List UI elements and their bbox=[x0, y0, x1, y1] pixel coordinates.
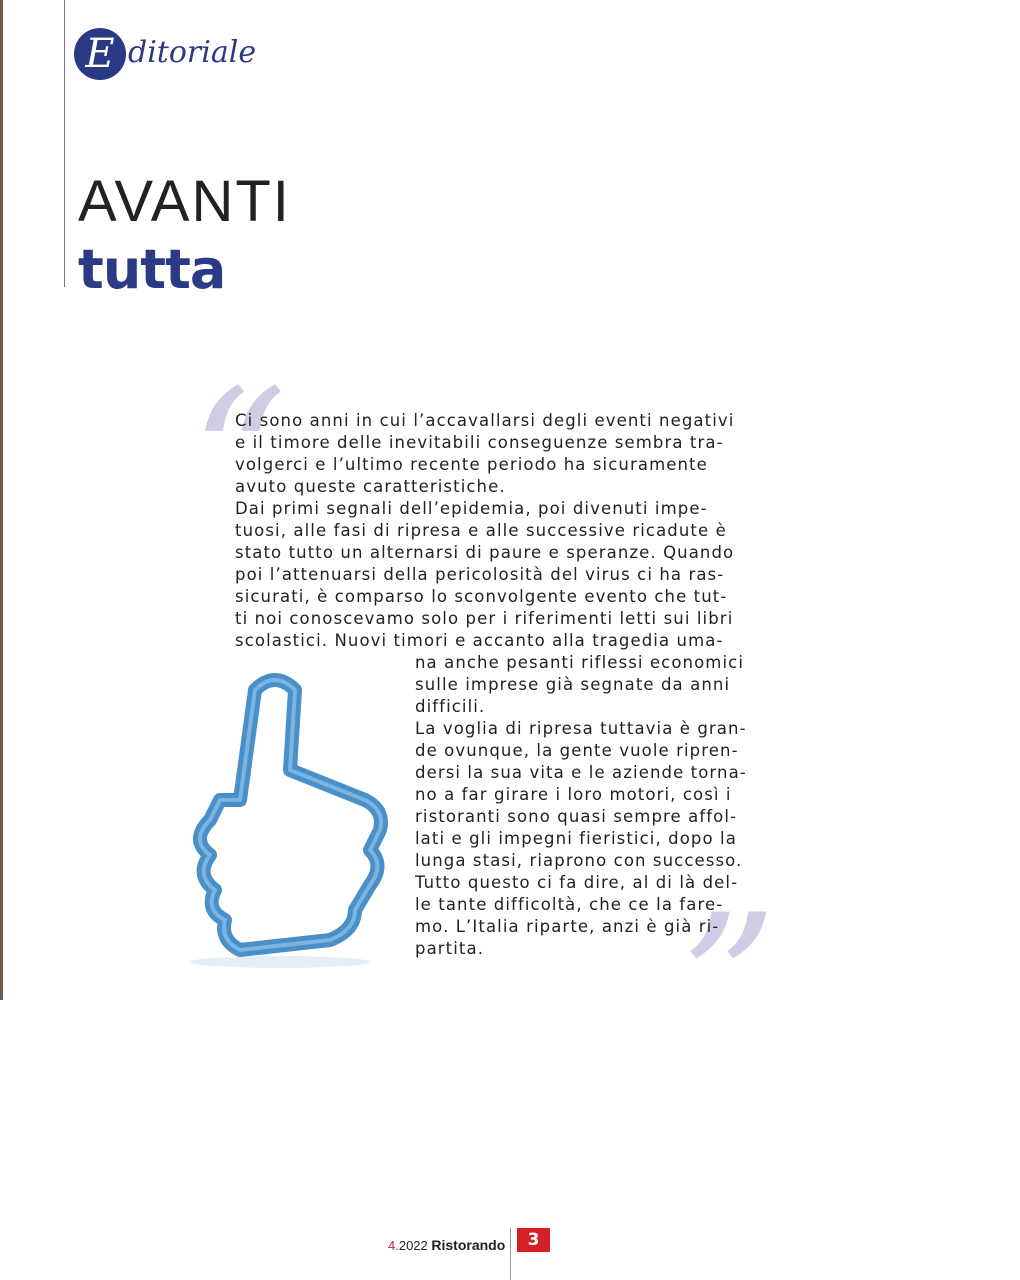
body-line: Tutto questo ci fa dire, al di là del- bbox=[415, 873, 739, 892]
issue-number: 4. bbox=[388, 1238, 399, 1253]
body-line: le tante difficoltà, che ce la fare- bbox=[415, 895, 724, 914]
logo-text: ditoriale bbox=[128, 34, 257, 70]
body-line: avuto queste caratteristiche. bbox=[235, 477, 506, 496]
editoriale-logo bbox=[74, 28, 256, 80]
body-line: dersi la sua vita e le aziende torna- bbox=[415, 763, 747, 782]
body-line: stato tutto un alternarsi di paure e speranze. Quando bbox=[235, 543, 735, 562]
body-line: Dai primi segnali dell’epidemia, poi divenuti impe- bbox=[235, 499, 708, 518]
body-text-block2 bbox=[415, 652, 747, 960]
title-line2: tutta bbox=[78, 238, 226, 301]
footer-rule bbox=[510, 1228, 511, 1280]
body-line: Ci sono anni in cui l’accavallarsi degli eventi negativi bbox=[235, 411, 735, 430]
body-line: lati e gli impegni fieristici, dopo la bbox=[415, 829, 737, 848]
body-line: e il timore delle inevitabili conseguenze sembra tra- bbox=[235, 433, 724, 452]
body-line: volgerci e l’ultimo recente periodo ha sicuramente bbox=[235, 455, 708, 474]
body-line: difficili. bbox=[415, 697, 486, 716]
body-line: ti noi conoscevamo solo per i riferimenti letti sui libri bbox=[235, 609, 734, 628]
body-line: no a far girare i loro motori, così i bbox=[415, 785, 732, 804]
body-line: na anche pesanti riflessi economici bbox=[415, 653, 745, 672]
body-line: mo. L’Italia riparte, anzi è già ri- bbox=[415, 917, 720, 936]
page-binding-edge bbox=[0, 0, 3, 1000]
body-line: poi l’attenuarsi della pericolosità del virus ci ha ras- bbox=[235, 565, 725, 584]
body-line: partita. bbox=[415, 939, 485, 958]
title-line1: AVANTI bbox=[78, 169, 291, 234]
logo-initial: E bbox=[74, 28, 126, 80]
header-rule bbox=[64, 0, 65, 287]
open-quote-mark: “ bbox=[190, 349, 288, 570]
thumbs-up-icon bbox=[180, 670, 400, 970]
body-line: scolastici. Nuovi timori e accanto alla tragedia uma- bbox=[235, 631, 724, 650]
issue-year: 2022 bbox=[398, 1238, 428, 1253]
body-line: La voglia di ripresa tuttavia è gran- bbox=[415, 719, 747, 738]
magazine-name: Ristorando bbox=[431, 1237, 506, 1253]
body-line: ristoranti sono quasi sempre affol- bbox=[415, 807, 738, 826]
body-line: de ovunque, la gente vuole ripren- bbox=[415, 741, 739, 760]
body-line: tuosi, alle fasi di ripresa e alle successive ricadute è bbox=[235, 521, 727, 540]
page-number: 3 bbox=[517, 1228, 550, 1252]
body-line: sicurati, è comparso lo sconvolgente evento che tut- bbox=[235, 587, 728, 606]
body-line: sulle imprese già segnate da anni bbox=[415, 675, 731, 694]
close-quote-mark: ” bbox=[680, 874, 778, 1095]
body-text-block1 bbox=[235, 410, 734, 652]
footer-masthead bbox=[388, 1237, 505, 1253]
body-line: lunga stasi, riaprono con successo. bbox=[415, 851, 743, 870]
